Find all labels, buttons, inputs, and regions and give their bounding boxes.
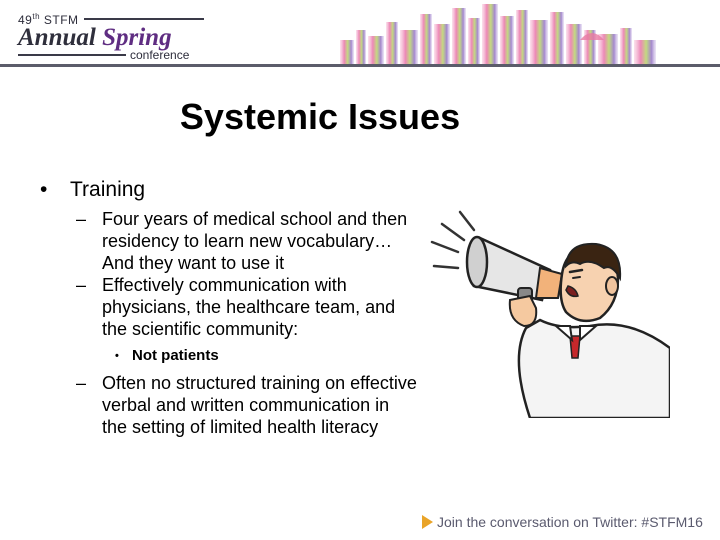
logo-word-spring: Spring xyxy=(102,24,172,51)
footer-twitter-callout xyxy=(422,514,703,530)
bullet-dash: – xyxy=(76,373,87,393)
bullet-level2 xyxy=(38,208,418,274)
bullet-dash: – xyxy=(76,209,87,229)
city-skyline-graphic xyxy=(330,0,720,64)
org-name: STFM xyxy=(43,13,79,27)
play-triangle-icon xyxy=(422,515,433,529)
logo-top-rule xyxy=(84,18,204,20)
slide-title-text: Systemic Issues xyxy=(179,96,461,137)
bullet-text: Often no structured training on effective verbal and written communication in the setting of limited health literacy xyxy=(102,373,417,437)
man-with-megaphone-icon xyxy=(430,208,670,418)
bullet-level3 xyxy=(38,346,418,366)
slide-header xyxy=(0,0,720,66)
bullet-level1 xyxy=(38,176,418,204)
logo-conference: conference xyxy=(130,48,190,62)
bullet-dot: • xyxy=(115,350,119,362)
bullet-dash: – xyxy=(76,275,87,295)
footer-text: Join the conversation on Twitter: #STFM16 xyxy=(437,514,703,530)
bullet-text: Training xyxy=(70,178,146,201)
bullet-dot: • xyxy=(40,178,48,201)
bullet-level2 xyxy=(38,372,418,438)
edition-number: 49 xyxy=(18,13,33,27)
edition-suffix: th xyxy=(32,12,41,21)
logo-bottom-rule xyxy=(18,54,126,56)
bullet-text: Not patients xyxy=(132,347,219,364)
bullet-level2 xyxy=(38,274,418,340)
bullet-text: Four years of medical school and then residency to learn new vocabulary…And they want to use it xyxy=(102,209,408,273)
logo-word-annual: Annual xyxy=(18,24,96,51)
header-divider xyxy=(0,64,720,67)
conference-logo xyxy=(18,10,193,64)
bullet-text: Effectively communication with physicians, the healthcare team, and the scientific community: xyxy=(102,275,396,339)
slide-title xyxy=(0,96,720,138)
bullet-list xyxy=(38,176,418,438)
